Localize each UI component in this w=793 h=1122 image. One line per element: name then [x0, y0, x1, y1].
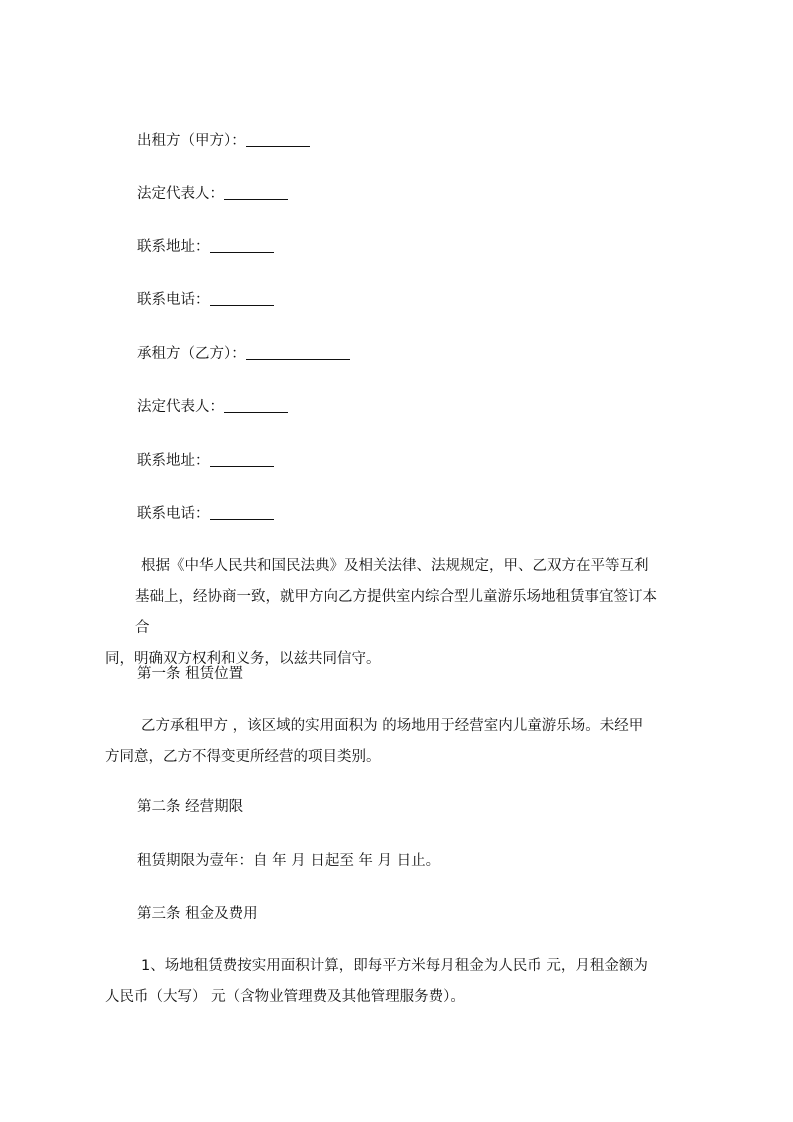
party-a-lessor-label: 出租方（甲方）： [137, 133, 246, 149]
article-1-line-2: 方同意，乙方不得变更所经营的项目类别。 [105, 749, 381, 765]
preamble-line-3: 同，明确双方权利和义务，以兹共同信守。 [105, 651, 381, 667]
article-3-item-1 [105, 951, 657, 1013]
preamble-line-1: 根据《中华人民共和国民法典》及相关法律、法规规定，甲、乙双方在平等互利 [141, 558, 649, 574]
party-b-legal-rep-label: 法定代表人： [137, 399, 224, 415]
party-a-legal-rep-field [137, 184, 288, 204]
article-1-heading: 第一条 租赁位置 [137, 666, 244, 682]
party-a-phone-field [137, 290, 274, 310]
party-a-phone-blank[interactable] [210, 291, 274, 306]
article-3-item-1-line-2: 人民币（大写） 元（含物业管理费及其他管理服务费）。 [105, 989, 465, 1005]
party-a-lessor-field [137, 131, 310, 151]
article-3-item-1-line-1: 1、场地租赁费按实用面积计算，即每平方米每月租金为人民币 元，月租金额为 [141, 958, 648, 974]
party-a-address-field [137, 237, 274, 257]
article-2-term: 租赁期限为壹年：自 年 月 日起至 年 月 日止。 [137, 853, 441, 869]
party-b-address-field [137, 451, 274, 471]
party-b-lessee-blank[interactable] [246, 345, 350, 360]
party-a-address-blank[interactable] [210, 238, 274, 253]
party-b-legal-rep-blank[interactable] [224, 398, 288, 413]
preamble-paragraph [105, 551, 657, 675]
party-b-lessee-field [137, 344, 350, 364]
party-b-legal-rep-field [137, 397, 288, 417]
party-b-lessee-label: 承租方（乙方）： [137, 346, 246, 362]
party-a-legal-rep-blank[interactable] [224, 185, 288, 200]
party-a-phone-label: 联系电话： [137, 292, 210, 308]
party-b-address-blank[interactable] [210, 452, 274, 467]
party-a-address-label: 联系地址： [137, 239, 210, 255]
party-b-address-label: 联系地址： [137, 453, 210, 469]
party-b-phone-field [137, 504, 274, 524]
party-a-legal-rep-label: 法定代表人： [137, 186, 224, 202]
party-b-phone-label: 联系电话： [137, 506, 210, 522]
article-1-paragraph [105, 711, 657, 773]
party-b-phone-blank[interactable] [210, 505, 274, 520]
article-1-line-1: 乙方承租甲方 ，该区域的实用面积为 的场地用于经营室内儿童游乐场。未经甲 [141, 718, 644, 734]
article-3-heading: 第三条 租金及费用 [137, 906, 258, 922]
article-2-heading: 第二条 经营期限 [137, 799, 244, 815]
preamble-line-2: 基础上，经协商一致，就甲方向乙方提供室内综合型儿童游乐场地租赁事宜签订本合 [135, 589, 657, 636]
party-a-lessor-blank[interactable] [246, 132, 310, 147]
